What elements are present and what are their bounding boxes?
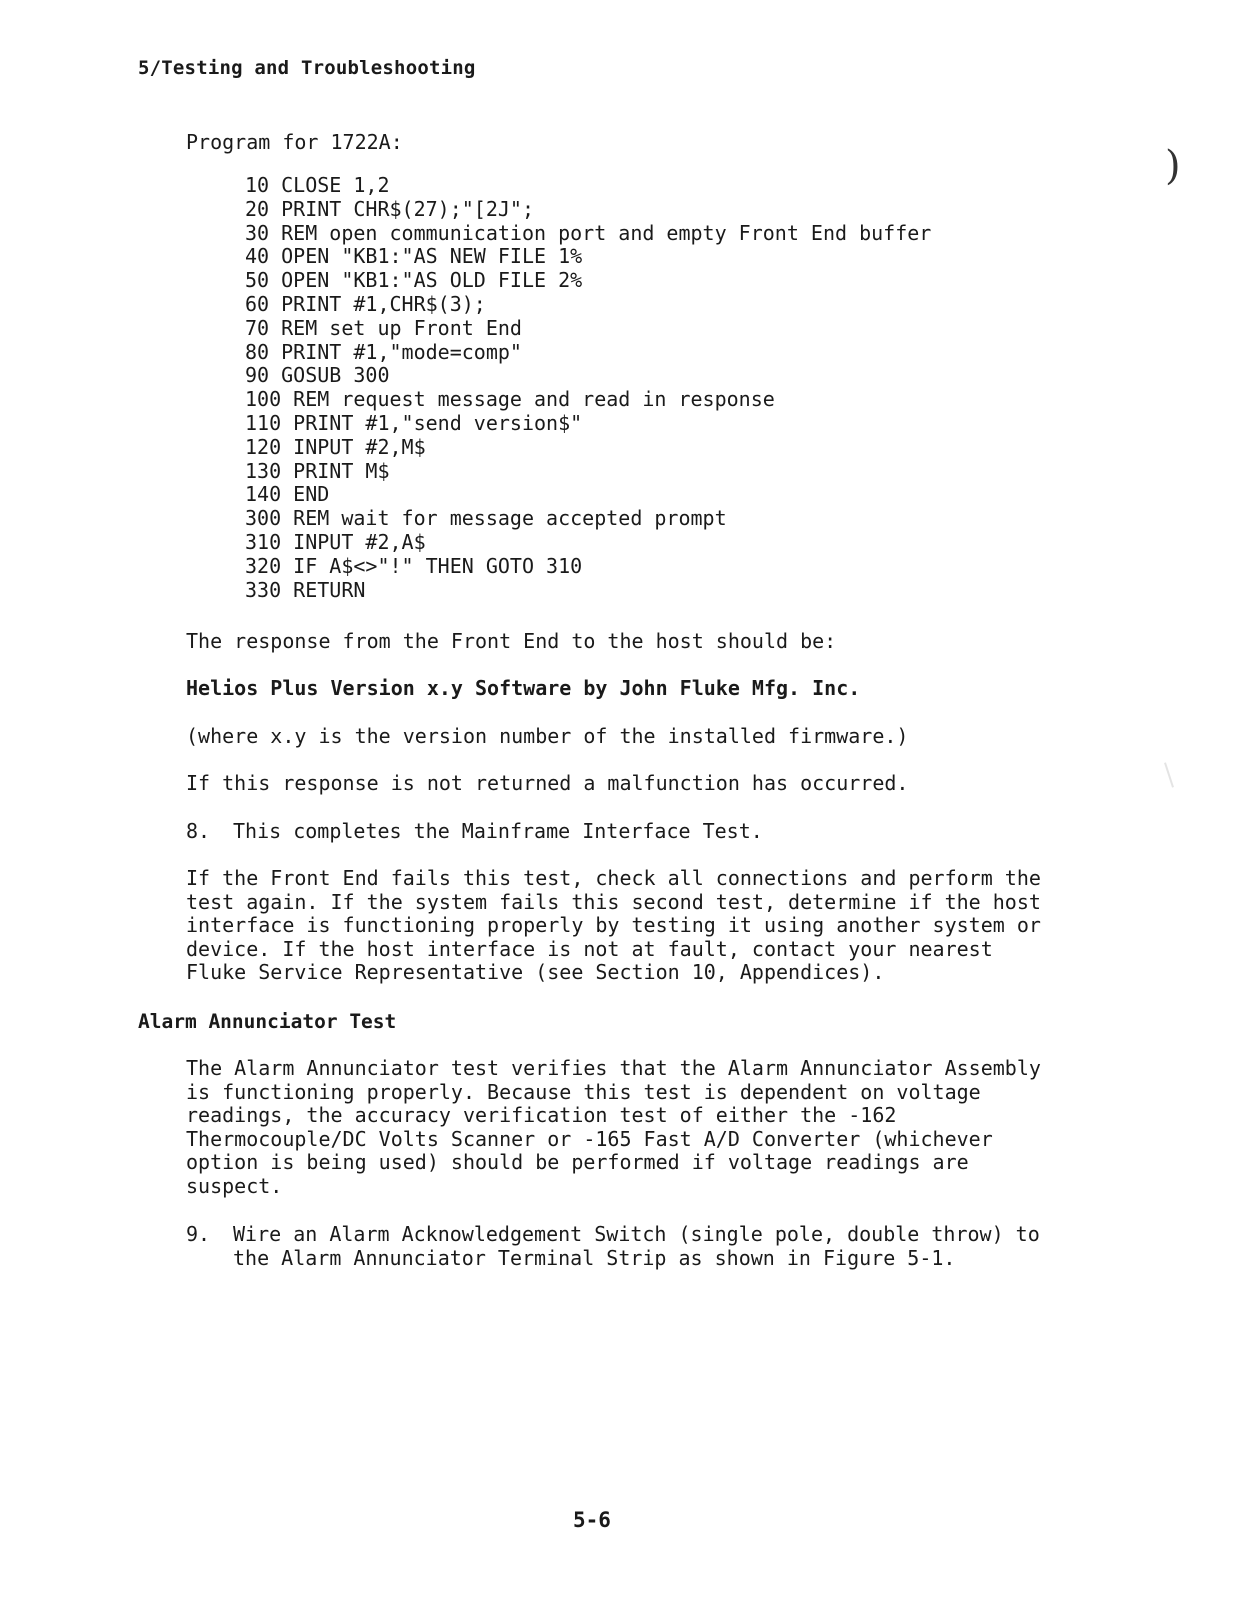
step-number: 8. [186,819,211,843]
response-text: Helios Plus Version x.y Software by John Fluke Mfg. Inc. [186,676,861,700]
step-number: 9. [186,1222,211,1246]
code-line: 330 RETURN [245,577,366,602]
code-line: 130 PRINT M$ [245,458,390,483]
code-line: 320 IF A$<>"!" THEN GOTO 310 [245,553,583,578]
code-line: 10 CLOSE 1,2 [245,173,390,197]
code-line: 50 OPEN "KB1:"AS OLD FILE 2% [245,268,583,293]
code-line: 110 PRINT #1,"send version$" [245,410,583,435]
page-number: 5-6 [573,1508,611,1532]
program-listing [245,174,931,602]
step-text: This completes the Mainframe Interface Test. [233,819,763,843]
code-line: 70 REM set up Front End [245,315,522,340]
code-line: 80 PRINT #1,"mode=comp" [245,339,522,364]
margin-smudge-mark [1164,762,1174,787]
alarm-paragraph: The Alarm Annunciator test verifies that the Alarm Annunciator Assembly is functioning properly. Because this test is dependent on voltage readings, the accuracy verification test of either the -162 Thermocouple/DC Volts Scanner or -165 Fast A/D Converter (whichever option is being used) should be performed if voltage readings are suspect. [186,1056,1041,1198]
code-line: 300 REM wait for message accepted prompt [245,506,727,531]
chapter-header: 5/Testing and Troubleshooting [138,57,476,79]
code-line: 120 INPUT #2,M$ [245,434,426,459]
code-line: 60 PRINT #1,CHR$(3); [245,291,486,316]
code-line: 100 REM request message and read in response [245,387,775,412]
code-line: 40 OPEN "KB1:"AS NEW FILE 1% [245,244,583,269]
version-note: (where x.y is the version number of the installed firmware.) [186,724,909,748]
response-intro: The response from the Front End to the host should be: [186,629,837,653]
code-line: 20 PRINT CHR$(27);"[2J"; [245,196,534,221]
failure-paragraph: If the Front End fails this test, check all connections and perform the test again. If the system fails this second test, determine if the host interface is functioning properly by testing it using another system or device. If the host interface is not at fault, contact your nearest Fluke Service Representative (see Section 10, Appendices). [186,866,1041,985]
malfunction-note: If this response is not returned a malfunction has occurred. [186,771,909,795]
step-text: Wire an Alarm Acknowledgement Switch (single pole, double throw) to the Alarm Annunciator Terminal Strip as shown in Figure 5-1. [233,1222,1040,1270]
code-line: 140 END [245,482,330,507]
program-intro: Program for 1722A: [186,130,403,154]
code-line: 90 GOSUB 300 [245,363,390,388]
margin-bracket-mark: ) [1165,143,1181,189]
section-title: Alarm Annunciator Test [138,1010,397,1033]
code-line: 30 REM open communication port and empty Front End buffer [245,220,932,245]
code-line: 310 INPUT #2,A$ [245,529,426,554]
